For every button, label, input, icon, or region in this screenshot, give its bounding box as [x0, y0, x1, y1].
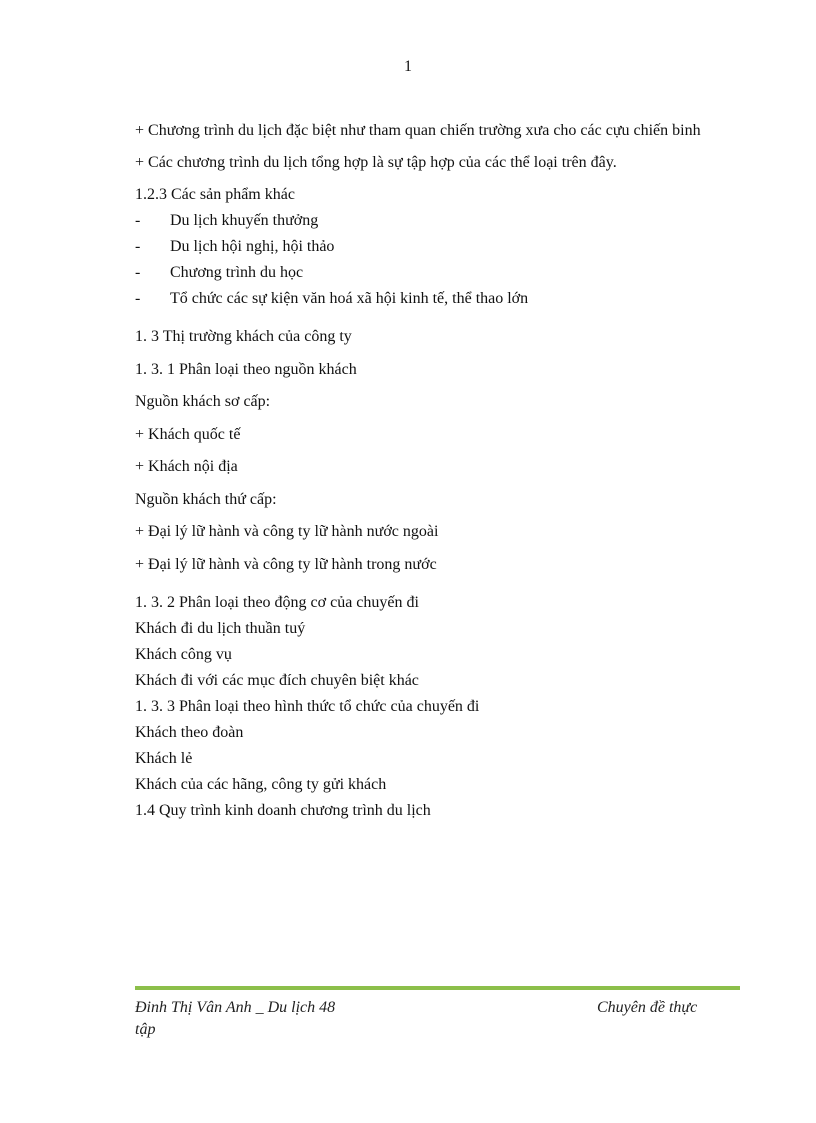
heading-1-3-3: 1. 3. 3 Phân loại theo hình thức tổ chức của chuyến đi	[135, 697, 480, 715]
bullet-dash: -	[135, 212, 141, 229]
heading-1-4: 1.4 Quy trình kinh doanh chương trình du lịch	[135, 801, 431, 819]
footer-doc-type: Chuyên đề thực	[597, 999, 698, 1016]
bullet-text: Du lịch hội nghị, hội thảo	[170, 238, 335, 255]
bullet-dash: -	[135, 290, 141, 307]
list-line: Khách theo đoàn	[135, 723, 244, 741]
list-line: Khách đi với các mục đích chuyên biệt khác	[135, 671, 419, 689]
bullet-dash: -	[135, 238, 141, 255]
primary-source-label: Nguồn khách sơ cấp:	[135, 393, 271, 410]
heading-1-3: 1. 3 Thị trường khách của công ty	[135, 328, 352, 345]
bullet-text: Du lịch khuyến thưởng	[170, 212, 319, 229]
document-body	[135, 118, 740, 824]
primary-item: + Khách quốc tế	[135, 425, 241, 443]
list-line: Khách lẻ	[135, 749, 193, 767]
paragraph-special-tours: + Chương trình du lịch đặc biệt như tham quan chiến trường xưa cho các cựu chiến binh	[135, 122, 701, 139]
list-line: Khách đi du lịch thuần tuý	[135, 619, 306, 637]
heading-1-3-2: 1. 3. 2 Phân loại theo động cơ của chuyến đi	[135, 593, 419, 611]
bullet-item	[135, 234, 740, 260]
footer-author: Đinh Thị Vân Anh _ Du lịch 48	[135, 999, 336, 1016]
bullet-dash: -	[135, 264, 141, 281]
list-line: Khách công vụ	[135, 645, 232, 663]
bullet-text: Tổ chức các sự kiện văn hoá xã hội kinh tế, thể thao lớn	[170, 290, 529, 307]
bullet-item	[135, 208, 740, 234]
paragraph-combined-tours: + Các chương trình du lịch tổng hợp là sự tập hợp của các thể loại trên đây.	[135, 154, 617, 171]
secondary-source-label: Nguồn khách thứ cấp:	[135, 490, 277, 508]
bullet-item	[135, 286, 740, 312]
heading-1-3-1: 1. 3. 1 Phân loại theo nguồn khách	[135, 360, 357, 378]
secondary-item: + Đại lý lữ hành và công ty lữ hành nước ngoài	[135, 523, 439, 540]
page-number: 1	[404, 58, 412, 75]
primary-item: + Khách nội địa	[135, 458, 238, 475]
bullet-item	[135, 260, 740, 286]
footer-doc-type-continuation: tập	[135, 1021, 156, 1038]
footer-rule	[135, 986, 740, 990]
heading-1-2-3: 1.2.3 Các sản phẩm khác	[135, 186, 295, 203]
secondary-item: + Đại lý lữ hành và công ty lữ hành trong nước	[135, 555, 437, 573]
list-line: Khách của các hãng, công ty gửi khách	[135, 775, 387, 793]
bullet-text: Chương trình du học	[170, 264, 304, 281]
